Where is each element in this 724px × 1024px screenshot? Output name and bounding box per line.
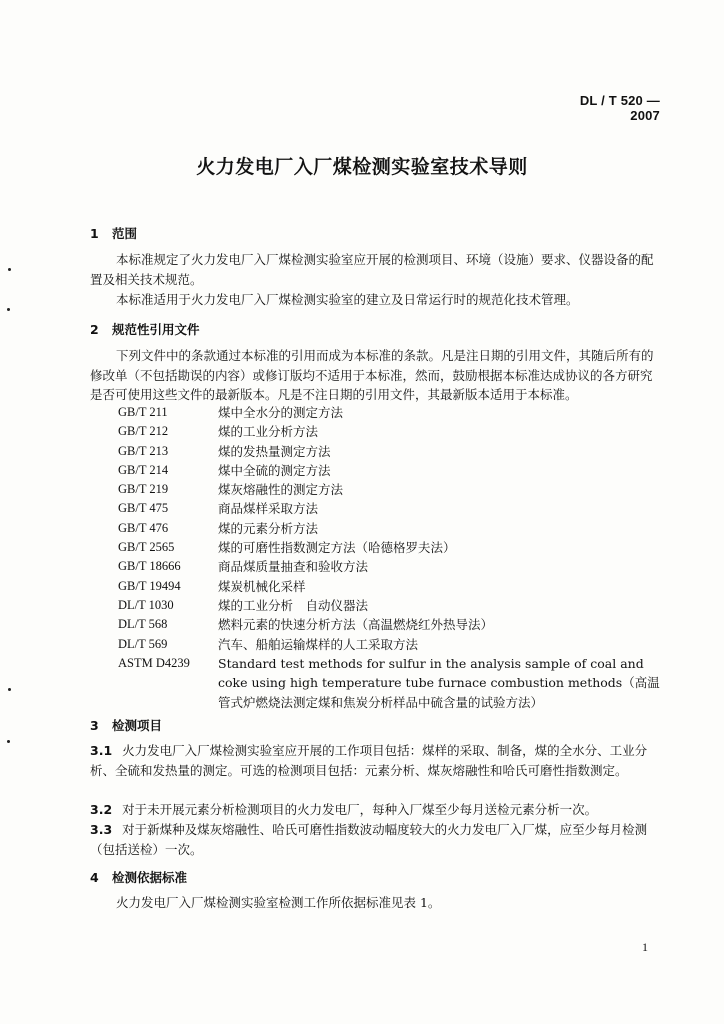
reference-code: DL/T 568	[118, 617, 168, 632]
reference-title: 燃料元素的快速分析方法（高温燃烧红外热导法）	[218, 617, 494, 633]
reference-row	[118, 577, 664, 596]
reference-row	[118, 654, 664, 713]
section-number: 2	[90, 322, 99, 337]
section-4-paragraph: 火力发电厂入厂煤检测实验室检测工作所依据标准见表 1。	[116, 895, 441, 910]
reference-title: 煤中全水分的测定方法	[218, 405, 344, 420]
reference-row	[118, 422, 664, 441]
section-4-heading	[90, 868, 187, 886]
section-number: 1	[90, 226, 99, 241]
reference-row	[118, 480, 664, 499]
scan-speck	[7, 308, 10, 311]
reference-title: 商品煤样采取方法	[218, 501, 319, 517]
scan-speck	[7, 740, 10, 743]
reference-code: GB/T 213	[118, 443, 169, 458]
section-title: 检测依据标准	[112, 870, 188, 885]
reference-code: ASTM D4239	[118, 655, 190, 670]
section-title: 规范性引用文件	[112, 322, 200, 337]
clause-3-2	[90, 800, 662, 820]
reference-code: GB/T 19494	[118, 578, 181, 593]
reference-code: GB/T 214	[118, 462, 169, 477]
reference-code: GB/T 212	[118, 424, 169, 439]
reference-row	[118, 557, 664, 576]
normative-reference-list	[118, 403, 664, 712]
reference-title: 煤的工业分析方法	[218, 424, 319, 440]
section-2-heading	[90, 320, 200, 338]
reference-title: 煤灰熔融性的测定方法	[218, 482, 344, 498]
section-1-paragraph-1: 本标准规定了火力发电厂入厂煤检测实验室应开展的检测项目、环境（设施）要求、仪器设备的配置及相关技术规范。	[90, 252, 654, 287]
reference-code: DL/T 1030	[118, 597, 174, 612]
reference-row	[118, 403, 664, 422]
reference-row	[118, 615, 664, 634]
standard-code: DL / T 520 — 2007	[579, 93, 660, 123]
reference-row	[118, 499, 664, 518]
section-2-intro: 下列文件中的条款通过本标准的引用而成为本标准的条款。凡是注日期的引用文件，其随后所有的修改单（不包括勘误的内容）或修订版均不适用于本标准，然而，鼓励根据本标准达成协议的各方研究是否可使用这些文件的最新版本。凡是不注日期的引用文件，其最新版本适用于本标准。	[90, 348, 654, 402]
reference-code: DL/T 569	[118, 636, 168, 651]
document-title: 火力发电厂入厂煤检测实验室技术导则	[196, 156, 528, 178]
reference-code: GB/T 476	[118, 520, 169, 535]
reference-title: 汽车、船舶运输煤样的人工采取方法	[218, 636, 419, 652]
reference-code: GB/T 211	[118, 405, 168, 419]
clause-number: 3.1	[90, 743, 113, 758]
section-3-heading	[90, 716, 162, 734]
reference-title: 煤炭机械化采样	[218, 578, 306, 594]
reference-title: 煤的元素分析方法	[218, 520, 319, 536]
reference-title: 煤的可磨性指数测定方法（哈德格罗夫法）	[218, 540, 456, 556]
section-number: 3	[90, 718, 99, 733]
clause-3-1	[90, 741, 662, 780]
reference-title: Standard test methods for sulfur in the analysis sample of coal and coke using high temperature tube furnace combustion methods（高温管式炉燃烧法测定煤和焦炭分析样品中硫含量的试验方法）	[218, 655, 660, 710]
scan-speck	[8, 268, 11, 271]
reference-title: 煤中全硫的测定方法	[218, 462, 331, 478]
section-title: 检测项目	[112, 718, 163, 733]
section-1-paragraph-2: 本标准适用于火力发电厂入厂煤检测实验室的建立及日常运行时的规范化技术管理。	[116, 292, 579, 307]
reference-code: GB/T 219	[118, 482, 169, 497]
reference-code: GB/T 2565	[118, 540, 175, 555]
clause-number: 3.2	[90, 802, 113, 817]
reference-row	[118, 519, 664, 538]
reference-row	[118, 596, 664, 615]
reference-title: 煤的发热量测定方法	[218, 443, 331, 459]
scan-speck	[8, 688, 11, 691]
clause-text: 火力发电厂入厂煤检测实验室应开展的工作项目包括：煤样的采取、制备，煤的全水分、工业分析、全硫和发热量的测定。可选的检测项目包括：元素分析、煤灰熔融性和哈氏可磨性指数测定。	[90, 743, 648, 778]
clause-3-3	[90, 820, 662, 859]
reference-title: 商品煤质量抽查和验收方法	[218, 559, 369, 575]
reference-row	[118, 442, 664, 461]
clause-text: 对于未开展元素分析检测项目的火力发电厂，每种入厂煤至少每月送检元素分析一次。	[122, 802, 598, 817]
reference-row	[118, 538, 664, 557]
clause-text: 对于新煤种及煤灰熔融性、哈氏可磨性指数波动幅度较大的火力发电厂入厂煤，应至少每月检测（包括送检）一次。	[90, 822, 648, 857]
section-number: 4	[90, 870, 99, 885]
section-1-heading	[90, 224, 137, 242]
reference-code: GB/T 18666	[118, 559, 181, 574]
section-title: 范围	[112, 226, 138, 241]
page-number: 1	[642, 940, 648, 954]
clause-number: 3.3	[90, 822, 113, 837]
reference-code: GB/T 475	[118, 501, 169, 516]
reference-row	[118, 635, 664, 654]
reference-title: 煤的工业分析 自动仪器法	[218, 597, 369, 613]
reference-row	[118, 461, 664, 480]
